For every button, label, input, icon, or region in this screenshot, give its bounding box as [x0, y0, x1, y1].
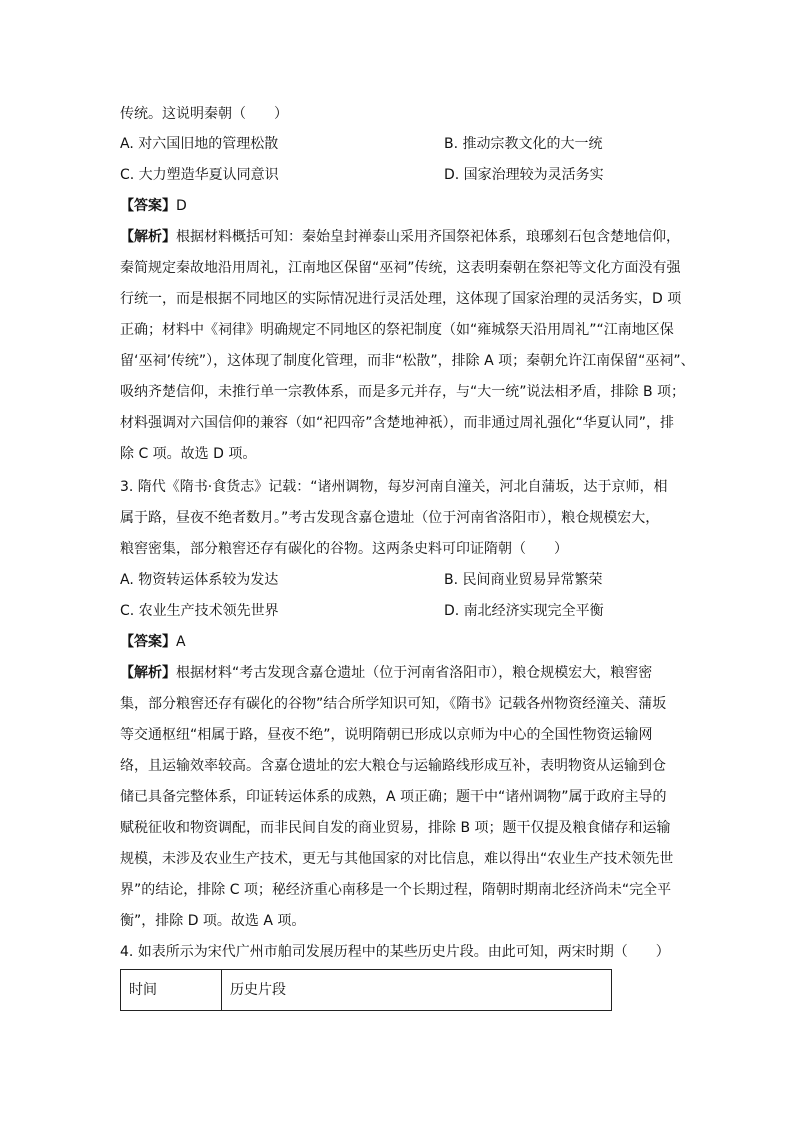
- q2-option-b: B. 推动宗教文化的大一统: [444, 136, 603, 152]
- q3-analysis-line-0: 【解析】根据材料“考古发现含嘉仓遗址（位于河南省洛阳市），粮仓规模宏大，粮窖密: [120, 665, 653, 681]
- q2-answer-tag: 【答案】: [120, 198, 176, 214]
- q3-analysis-line-6: 规模，未涉及农业生产技术，更无与其他国家的对比信息，难以得出“农业生产技术领先世: [120, 851, 674, 867]
- q3-analysis-line-3: 络，且运输效率较高。含嘉仓遗址的宏大粮仓与运输路线形成互补，表明物资从运输到仓: [120, 758, 666, 774]
- q4-stem: 4. 如表所示为宋代广州市舶司发展历程中的某些历史片段。由此可知，两宋时期（ ）: [120, 944, 670, 960]
- q3-answer: A: [176, 634, 186, 650]
- q2-answer: D: [176, 198, 187, 214]
- q3-stem-line-2: 粮窖密集，部分粮窖还存有碳化的谷物。这两条史料可印证隋朝（ ）: [120, 541, 568, 557]
- q2-analysis-line-6: 材料强调对六国信仰的兼容（如“祀四帝”含楚地神祇），而非通过周礼强化“华夏认同”，排: [120, 415, 675, 431]
- q3-option-b: B. 民间商业贸易异常繁荣: [444, 572, 603, 588]
- q3-stem-line-0: 3. 隋代《隋书·食货志》记载：“诸州调物，每岁河南自潼关，河北自蒲坂，达于京师，相: [120, 479, 668, 495]
- q2-analysis-line-4: 留‘巫祠’传统”），这体现了制度化管理，而非“松散”，排除 A 项；秦朝允许江南保留“巫祠”、: [120, 353, 695, 369]
- q2-analysis-line-5: 吸纳齐楚信仰，未推行单一宗教体系，而是多元并存，与“大一统”说法相矛盾，排除 B 项；: [120, 384, 686, 400]
- q2-answer-line: [120, 198, 680, 214]
- q2-option-a: A. 对六国旧地的管理松散: [120, 136, 279, 152]
- q3-analysis-line-7: 界”的结论，排除 C 项；秘经济重心南移是一个长期过程，隋朝时期南北经济尚未“完全平: [120, 882, 672, 898]
- q2-analysis-line-3: 正确；材料中《祠律》明确规定不同地区的祭祀制度（如“雍城祭天沿用周礼”“江南地区保: [120, 322, 674, 338]
- q2-analysis-line-7: 除 C 项。故选 D 项。: [120, 446, 257, 462]
- q3-analysis-tag: 【解析】: [120, 665, 176, 681]
- q3-answer-tag: 【答案】: [120, 634, 176, 650]
- q2-stem-tail: 传统。这说明秦朝（ ）: [120, 106, 288, 122]
- q3-analysis-line-5: 赋税征收和物资调配，而非民间自发的商业贸易，排除 B 项；题干仅提及粮食储存和运输: [120, 820, 671, 836]
- q4-table-header-events: 历史片段: [230, 982, 286, 998]
- q4-table-header-time: 时间: [121, 970, 222, 1010]
- q2-analysis-line-0: 【解析】根据材料概括可知：秦始皇封禅泰山采用齐国祭祀体系，琅琊刻石包含楚地信仰，: [120, 229, 680, 245]
- q3-option-c: C. 农业生产技术领先世界: [120, 603, 279, 619]
- q3-analysis-line-1: 集，部分粮窖还存有碳化的谷物”结合所学知识可知，《隋书》记载各州物资经潼关、蒲坂: [120, 696, 667, 712]
- q2-analysis-line-2: 行统一，而是根据不同地区的实际情况进行灵活处理，这体现了国家治理的灵活务实，D 项: [120, 291, 682, 307]
- q2-analysis-tag: 【解析】: [120, 229, 176, 245]
- q3-analysis-line-2: 等交通枢纽“相属于路，昼夜不绝”，说明隋朝已形成以京师为中心的全国性物资运输网: [120, 727, 653, 743]
- q3-stem-line-1: 属于路，昼夜不绝者数月。”考古发现含嘉仓遗址（位于河南省洛阳市），粮仓规模宏大，: [120, 510, 660, 526]
- q2-option-d: D. 国家治理较为灵活务实: [444, 167, 604, 183]
- q3-analysis-line-4: 储已具备完整体系，印证转运体系的成熟，A 项正确；题干中“诸州调物”属于政府主导的: [120, 789, 667, 805]
- q3-answer-line: [120, 634, 680, 650]
- q2-option-c: C. 大力塑造华夏认同意识: [120, 167, 279, 183]
- q4-table: [120, 969, 612, 1011]
- q3-analysis-line-8: 衡”，排除 D 项。故选 A 项。: [120, 913, 306, 929]
- q2-analysis-line-1: 秦简规定秦故地沿用周礼，江南地区保留“巫祠”传统，这表明秦朝在祭祀等文化方面没有强: [120, 260, 681, 276]
- q3-option-d: D. 南北经济实现完全平衡: [444, 603, 604, 619]
- q3-option-a: A. 物资转运体系较为发达: [120, 572, 279, 588]
